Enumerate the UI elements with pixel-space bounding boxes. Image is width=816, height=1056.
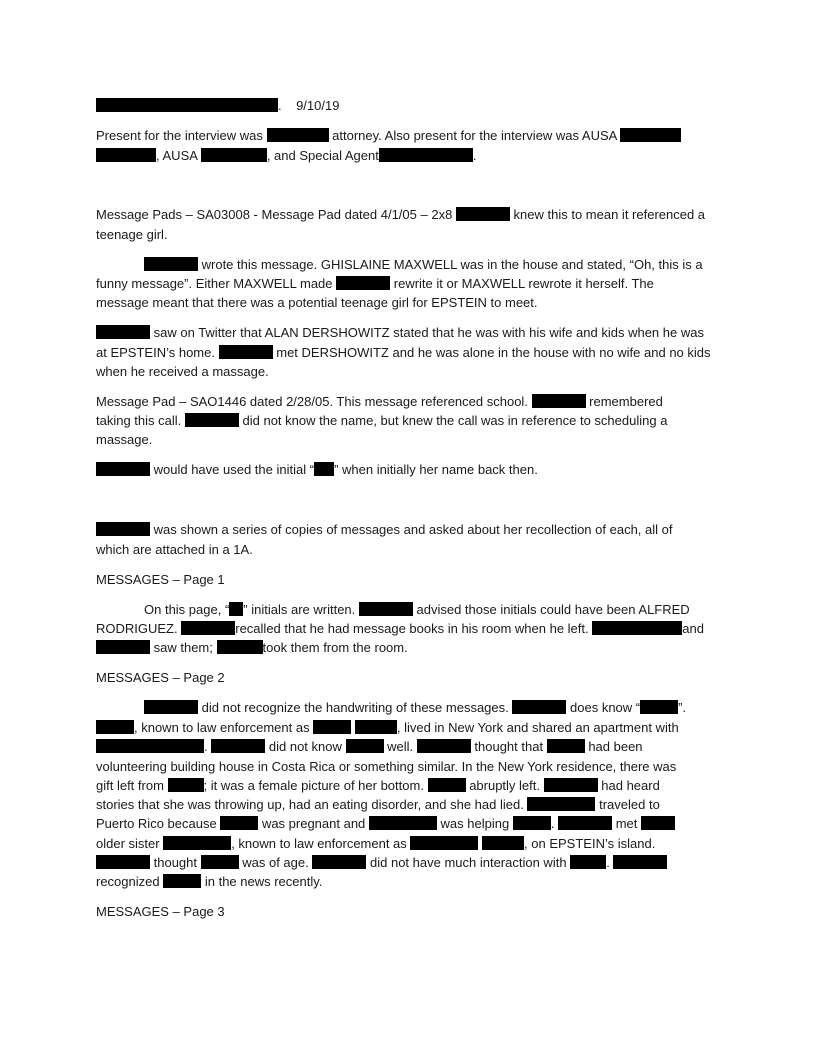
redaction — [96, 325, 150, 339]
text-line: thought was of age. did not have much interaction with . — [96, 853, 667, 873]
redaction — [144, 257, 198, 271]
redaction — [620, 128, 681, 142]
text-line: when he received a massage. — [96, 364, 269, 379]
redaction — [96, 720, 134, 734]
text-line: older sister , known to law enforcement as , on EPSTEIN’s island. — [96, 836, 656, 851]
header-line: . 9/10/19 — [96, 96, 339, 116]
text-line: . did not know well. thought that had been — [96, 737, 643, 757]
redaction — [168, 778, 204, 792]
redaction — [640, 700, 678, 714]
text-line: message meant that there was a potential teenage girl for EPSTEIN to meet. — [96, 295, 538, 310]
redaction — [456, 207, 510, 221]
text-line: On this page, “ ” initials are written. advised those initials could have been ALFRED — [144, 602, 690, 617]
redaction — [336, 276, 390, 290]
text-line: Message Pad – SAO1446 dated 2/28/05. This message referenced school. remembered — [96, 394, 663, 409]
text-line: , known to law enforcement as , lived in New York and shared an apartment with — [96, 718, 679, 738]
redaction — [96, 855, 150, 869]
redaction — [96, 98, 278, 112]
redaction — [379, 148, 473, 162]
redaction — [96, 739, 204, 753]
redaction — [592, 621, 682, 635]
text-line: massage. — [96, 432, 153, 447]
text-line: teenage girl. — [96, 227, 168, 242]
redaction — [417, 739, 471, 753]
text-line: taking this call. did not know the name, but knew the call was in reference to scheduling a — [96, 413, 668, 428]
section-heading: MESSAGES – Page 2 — [96, 670, 225, 685]
redaction — [217, 640, 263, 654]
redaction — [163, 874, 201, 888]
redaction — [544, 778, 598, 792]
redaction — [355, 720, 397, 734]
redaction — [219, 345, 273, 359]
text-line: Puerto Rico because was pregnant and was helping . met — [96, 814, 675, 834]
redaction — [428, 778, 466, 792]
text-line: recognized in the news recently. — [96, 874, 323, 889]
redaction — [512, 700, 566, 714]
text-line: at EPSTEIN’s home. met DERSHOWITZ and he was alone in the house with no wife and no kids — [96, 345, 711, 360]
redaction — [96, 462, 150, 476]
text-line: Message Pads – SA03008 - Message Pad dated 4/1/05 – 2x8 knew this to mean it referenced a — [96, 207, 706, 222]
redaction — [211, 739, 265, 753]
redaction — [346, 739, 384, 753]
text-line: would have used the initial “ ” when initially her name back then. — [96, 460, 538, 480]
redaction — [96, 522, 150, 536]
text-line: gift left from ; it was a female picture of her bottom. abruptly left. had heard — [96, 778, 660, 793]
text-line: volunteering building house in Costa Rica or something similar. In the New York residence, there was — [96, 759, 677, 774]
section-heading: MESSAGES – Page 1 — [96, 572, 225, 587]
redaction — [181, 621, 235, 635]
redaction — [96, 148, 156, 162]
redaction — [613, 855, 667, 869]
text-line: Present for the interview was attorney. Also present for the interview was AUSA — [96, 126, 681, 146]
redaction — [547, 739, 585, 753]
section-heading: MESSAGES – Page 3 — [96, 904, 225, 919]
redaction — [558, 816, 612, 830]
text-line: was shown a series of copies of messages and asked about her recollection of each, all of — [96, 520, 672, 540]
text-line: saw them; took them from the room. — [96, 638, 408, 658]
redaction — [201, 148, 267, 162]
redaction — [369, 816, 437, 830]
text-line: which are attached in a 1A. — [96, 542, 253, 557]
redaction — [312, 855, 366, 869]
text-line: saw on Twitter that ALAN DERSHOWITZ stated that he was with his wife and kids when he was — [96, 323, 704, 343]
text-line: did not recognize the handwriting of these messages. does know “ ”. — [144, 698, 686, 718]
redaction — [163, 836, 231, 850]
redaction — [201, 855, 239, 869]
redaction — [229, 602, 243, 616]
text-line: RODRIGUEZ. recalled that he had message books in his room when he left. and — [96, 621, 704, 636]
text-line: wrote this message. GHISLAINE MAXWELL was in the house and stated, “Oh, this is a — [144, 255, 703, 275]
redaction — [513, 816, 551, 830]
redaction — [532, 394, 586, 408]
text-line: stories that she was throwing up, had an eating disorder, and she had lied. traveled to — [96, 797, 660, 812]
redaction — [359, 602, 413, 616]
redaction — [314, 462, 334, 476]
redaction — [185, 413, 239, 427]
document-date: 9/10/19 — [296, 98, 340, 113]
redaction — [527, 797, 595, 811]
text-line: funny message”. Either MAXWELL made rewrite it or MAXWELL rewrote it herself. The — [96, 276, 654, 291]
redaction — [220, 816, 258, 830]
redaction — [267, 128, 329, 142]
redaction — [96, 640, 150, 654]
redaction — [641, 816, 675, 830]
redaction — [570, 855, 606, 869]
redaction — [144, 700, 198, 714]
redaction — [410, 836, 478, 850]
redaction — [482, 836, 524, 850]
text-line: , AUSA , and Special Agent . — [96, 146, 476, 166]
redaction — [313, 720, 351, 734]
